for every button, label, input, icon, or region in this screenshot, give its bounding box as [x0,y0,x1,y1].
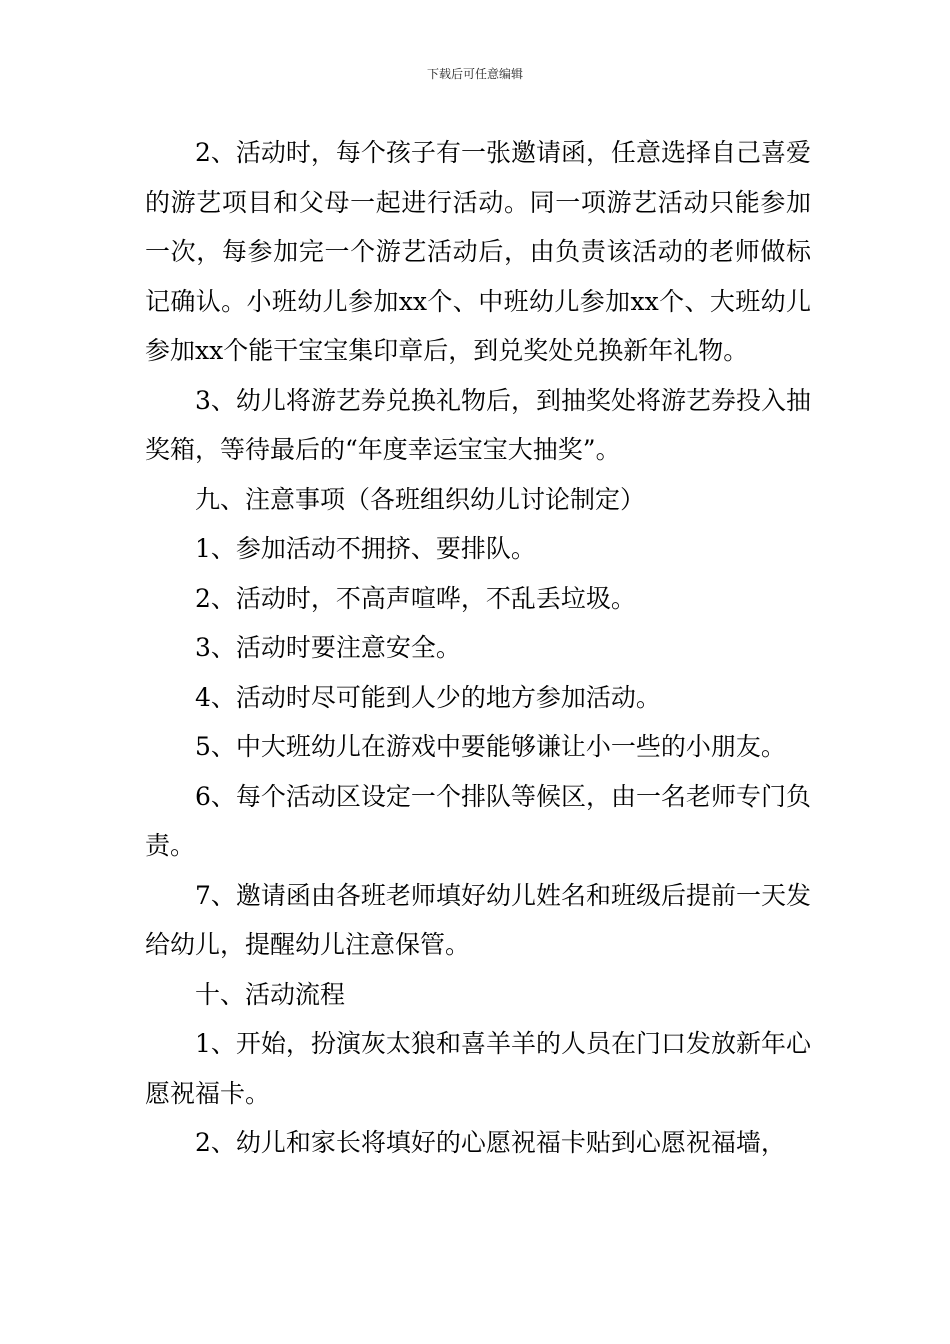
process-item-2: 2、幼儿和家长将填好的心愿祝福卡贴到心愿祝福墙， [195,1128,786,1157]
note-item-4: 4、活动时尽可能到人少的地方参加活动。 [195,682,661,712]
note-item-6: 6、每个活动区设定一个排队等候区，由一名老师专门负责。 [145,781,811,860]
note-item-2: 2、活动时，不高声喧哗，不乱丢垃圾。 [195,583,636,613]
note-item-1: 1、参加活动不拥挤、要排队。 [195,534,536,563]
note-item-7: 7、邀请函由各班老师填好幼儿姓名和班级后提前一天发给幼儿，提醒幼儿注意保管。 [145,880,811,959]
section-heading-notes: 九、注意事项（各班组织幼儿讨论制定） [195,484,646,514]
document-body [145,128,811,1168]
note-item-3: 3、活动时要注意安全。 [195,633,461,662]
paragraph-lottery: 3、幼儿将游艺券兑换礼物后，到抽奖处将游艺券投入抽奖箱，等待最后的“年度幸运宝宝大抽奖”。 [145,385,811,464]
process-item-1: 1、开始，扮演灰太狼和喜羊羊的人员在门口发放新年心愿祝福卡。 [145,1029,811,1108]
section-heading-process: 十、活动流程 [195,979,346,1009]
note-item-5: 5、中大班幼儿在游戏中要能够谦让小一些的小朋友。 [195,732,786,761]
paragraph-activity-invitation: 2、活动时，每个孩子有一张邀请函，任意选择自己喜爱的游艺项目和父母一起进行活动。同一项游艺活动只能参加一次，每参加完一个游艺活动后，由负责该活动的老师做标记确认。小班幼儿参加xx个、中班幼儿参加xx个、大班幼儿参加xx个能干宝宝集印章后，到兑奖处兑换新年礼物。 [145,138,811,365]
page-header: 下载后可任意编辑 [426,67,523,81]
